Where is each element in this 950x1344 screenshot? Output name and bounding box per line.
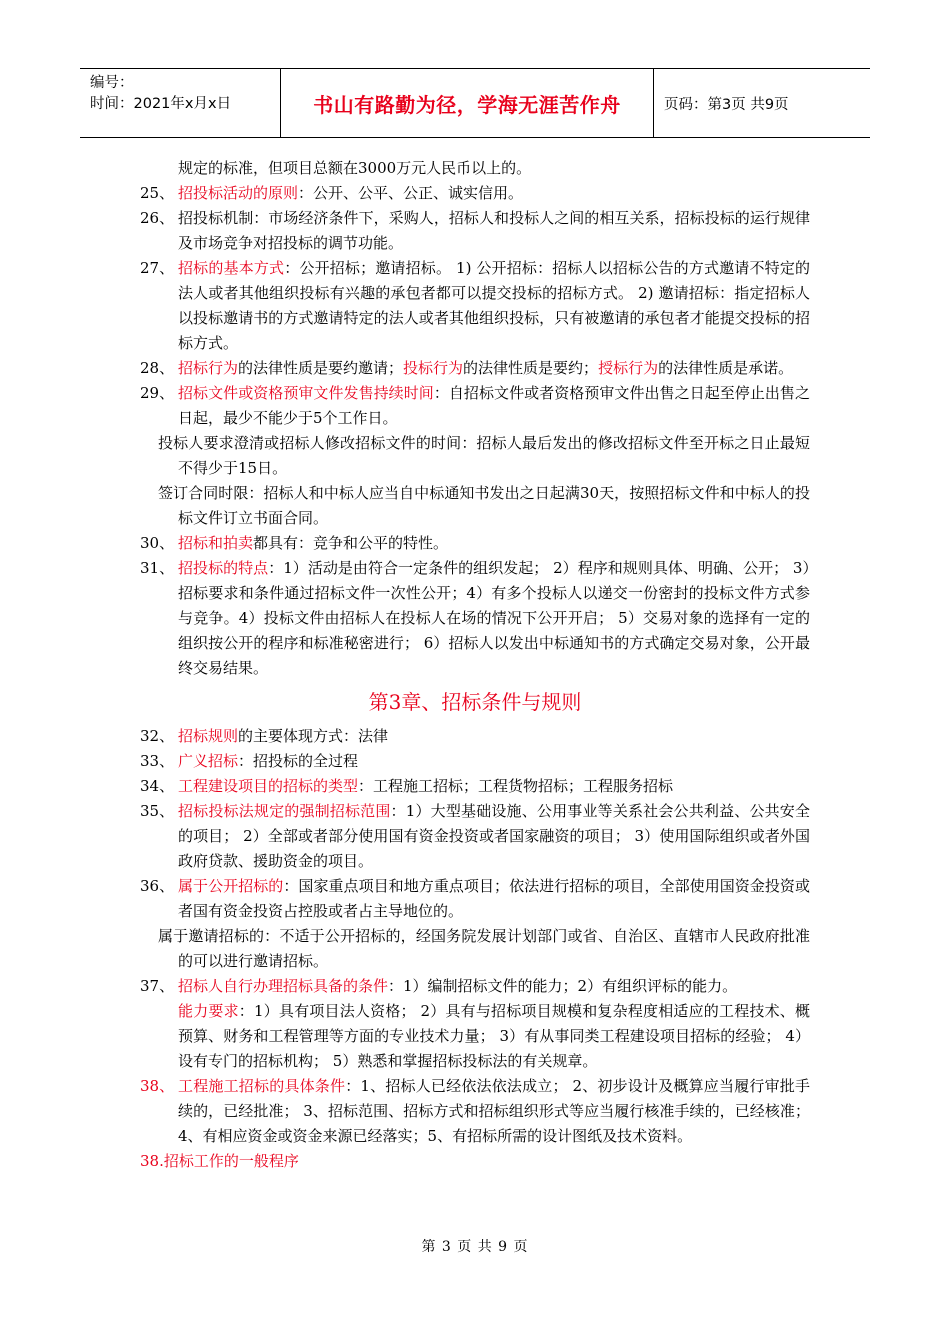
- key-term: 招标和拍卖: [178, 534, 254, 552]
- key-term: 属于公开招标的: [178, 877, 284, 895]
- key-term: 工程施工招标的具体条件: [178, 1077, 346, 1095]
- page-footer: 第 3 页 共 9 页: [421, 1239, 529, 1255]
- item-38-procedure: [140, 1149, 810, 1174]
- key-term: 招标规则: [178, 727, 239, 745]
- key-term: 招标的基本方式: [178, 259, 285, 277]
- document-body: [140, 156, 810, 1174]
- item-26: 26、 招投标机制：市场经济条件下，采购人，招标人和投标人之间的相互关系，招标投标的运行规律及市场竞争对招投标的调节功能。: [140, 206, 810, 256]
- item-25: 25、 招投标活动的原则：公开、公平、公正、诚实信用。: [140, 181, 810, 206]
- key-term: 投标行为: [403, 359, 464, 377]
- item-number: 34、: [140, 777, 175, 795]
- item-32: 32、 招标规则的主要体现方式：法律: [140, 724, 810, 749]
- item-35: 35、 招标投标法规定的强制招标范围：1）大型基础设施、公用事业等关系社会公共利益、公共安全的项目； 2）全部或者部分使用国有资金投资或者国家融资的项目； 3）使用国际组织或者外国政府贷款、援助资金的项目。: [140, 799, 810, 874]
- key-term: 广义招标: [178, 752, 239, 770]
- item-36: 36、 属于公开招标的：国家重点项目和地方重点项目；依法进行招标的项目，全部使用国资金投资或者国有资金投资占控股或者占主导地位的。: [140, 874, 810, 924]
- key-term: 招投标的特点: [178, 559, 269, 577]
- item-38: 38、 工程施工招标的具体条件：1、招标人已经依法依法成立； 2、初步设计及概算应当履行审批手续的，已经批准； 3、招标范围、招标方式和招标组织形式等应当履行核准手续的，已经核准； 4、有相应资金或资金来源已经落实；5、有招标所需的设计图纸及技术资料。: [140, 1074, 810, 1149]
- key-term: 授标行为: [598, 359, 659, 377]
- document-number-label: 编号：: [90, 75, 134, 91]
- item-36-sub-invitation: 属于邀请招标的：不适于公开招标的，经国务院发展计划部门或省、自治区、直辖市人民政府批准的可以进行邀请招标。: [158, 927, 810, 970]
- item-29-sub-clarification: 投标人要求澄清或招标人修改招标文件的时间：招标人最后发出的修改招标文件至开标之日止最短不得少于15日。: [158, 434, 810, 477]
- item-number: 25、: [140, 184, 175, 202]
- header-page-number: 页码：第3页 共9页: [664, 96, 789, 113]
- paragraph-continuation: 规定的标准，但项目总额在3000万元人民币以上的。: [178, 159, 532, 177]
- item-29: 29、 招标文件或资格预审文件发售持续时间：自招标文件或者资格预审文件出售之日起至停止出售之日起，最少不能少于5个工作日。: [140, 381, 810, 431]
- key-term: 招标投标法规定的强制招标范围: [178, 802, 391, 820]
- header-motto: 书山有路勤为径，学海无涯苦作舟: [281, 69, 654, 137]
- item-31: 31、 招投标的特点：1）活动是由符合一定条件的组织发起； 2）程序和规则具体、明确、公开； 3）招标要求和条件通过招标文件一次性公开；4）有多个投标人以递交一份密封的投标文件方式参与竞争。4）投标文件由招标人在投标人在场的情况下公开开启； 5）交易对象的选择有一定的组织按公开的程序和标准秘密进行； 6）招标人以发出中标通知书的方式确定交易对象，公开最终交易结果。: [140, 556, 810, 681]
- item-number: 36、: [140, 877, 175, 895]
- item-37: 37、 招标人自行办理招标具备的条件：1）编制招标文件的能力；2）有组织评标的能力。: [140, 974, 810, 999]
- item-number: 28、: [140, 359, 175, 377]
- item-number: 37、: [140, 977, 175, 995]
- item-number: 27、: [140, 259, 175, 277]
- item-number: 35、: [140, 802, 175, 820]
- page-header: [80, 68, 870, 138]
- item-28: 28、 招标行为的法律性质是要约邀请；投标行为的法律性质是要约；授标行为的法律性质是承诺。: [140, 356, 810, 381]
- item-27: 27、 招标的基本方式：公开招标；邀请招标。 1) 公开招标：招标人以招标公告的方式邀请不特定的法人或者其他组织投标有兴趣的承包者都可以提交投标的招标方式。 2) 邀请招标：指定招标人以投标邀请书的方式邀请特定的法人或者其他组织投标，只有被邀请的承包者才能提交投标的招标方式。: [140, 256, 810, 356]
- chapter-heading: 第3章、招标条件与规则: [368, 690, 582, 714]
- item-33: 33、 广义招标：招投标的全过程: [140, 749, 810, 774]
- item-30: 30、 招标和拍卖都具有：竞争和公平的特性。: [140, 531, 810, 556]
- item-34: 34、 工程建设项目的招标的类型：工程施工招标；工程货物招标；工程服务招标: [140, 774, 810, 799]
- section-heading-red: 38.招标工作的一般程序: [140, 1152, 299, 1170]
- item-29-sub-contract: 签订合同时限：招标人和中标人应当自中标通知书发出之日起满30天，按照招标文件和中标人的投标文件订立书面合同。: [158, 484, 810, 527]
- item-number: 38、: [140, 1077, 175, 1095]
- item-number: 31、: [140, 559, 175, 577]
- key-term: 招标文件或资格预审文件发售持续时间: [178, 384, 434, 402]
- item-number: 32、: [140, 727, 175, 745]
- item-number: 33、: [140, 752, 175, 770]
- item-37-sub-requirements: 能力要求：1）具有项目法人资格； 2）具有与招标项目规模和复杂程度相适应的工程技术、概预算、财务和工程管理等方面的专业技术力量； 3）有从事同类工程建设项目招标的经验； 4）设有专门的招标机构； 5）熟悉和掌握招标投标法的有关规章。: [178, 1002, 810, 1070]
- header-meta: [80, 69, 281, 137]
- document-time-label: 时间：2021年x月x日: [90, 96, 232, 112]
- key-term: 招投标活动的原则: [178, 184, 299, 202]
- item-number: 29、: [140, 384, 175, 402]
- item-number: 30、: [140, 534, 175, 552]
- item-number: 26、: [140, 209, 175, 227]
- key-term: 招标人自行办理招标具备的条件: [178, 977, 389, 995]
- key-term: 招标行为: [178, 359, 239, 377]
- key-term: 能力要求: [178, 1002, 239, 1020]
- key-term: 工程建设项目的招标的类型: [178, 777, 359, 795]
